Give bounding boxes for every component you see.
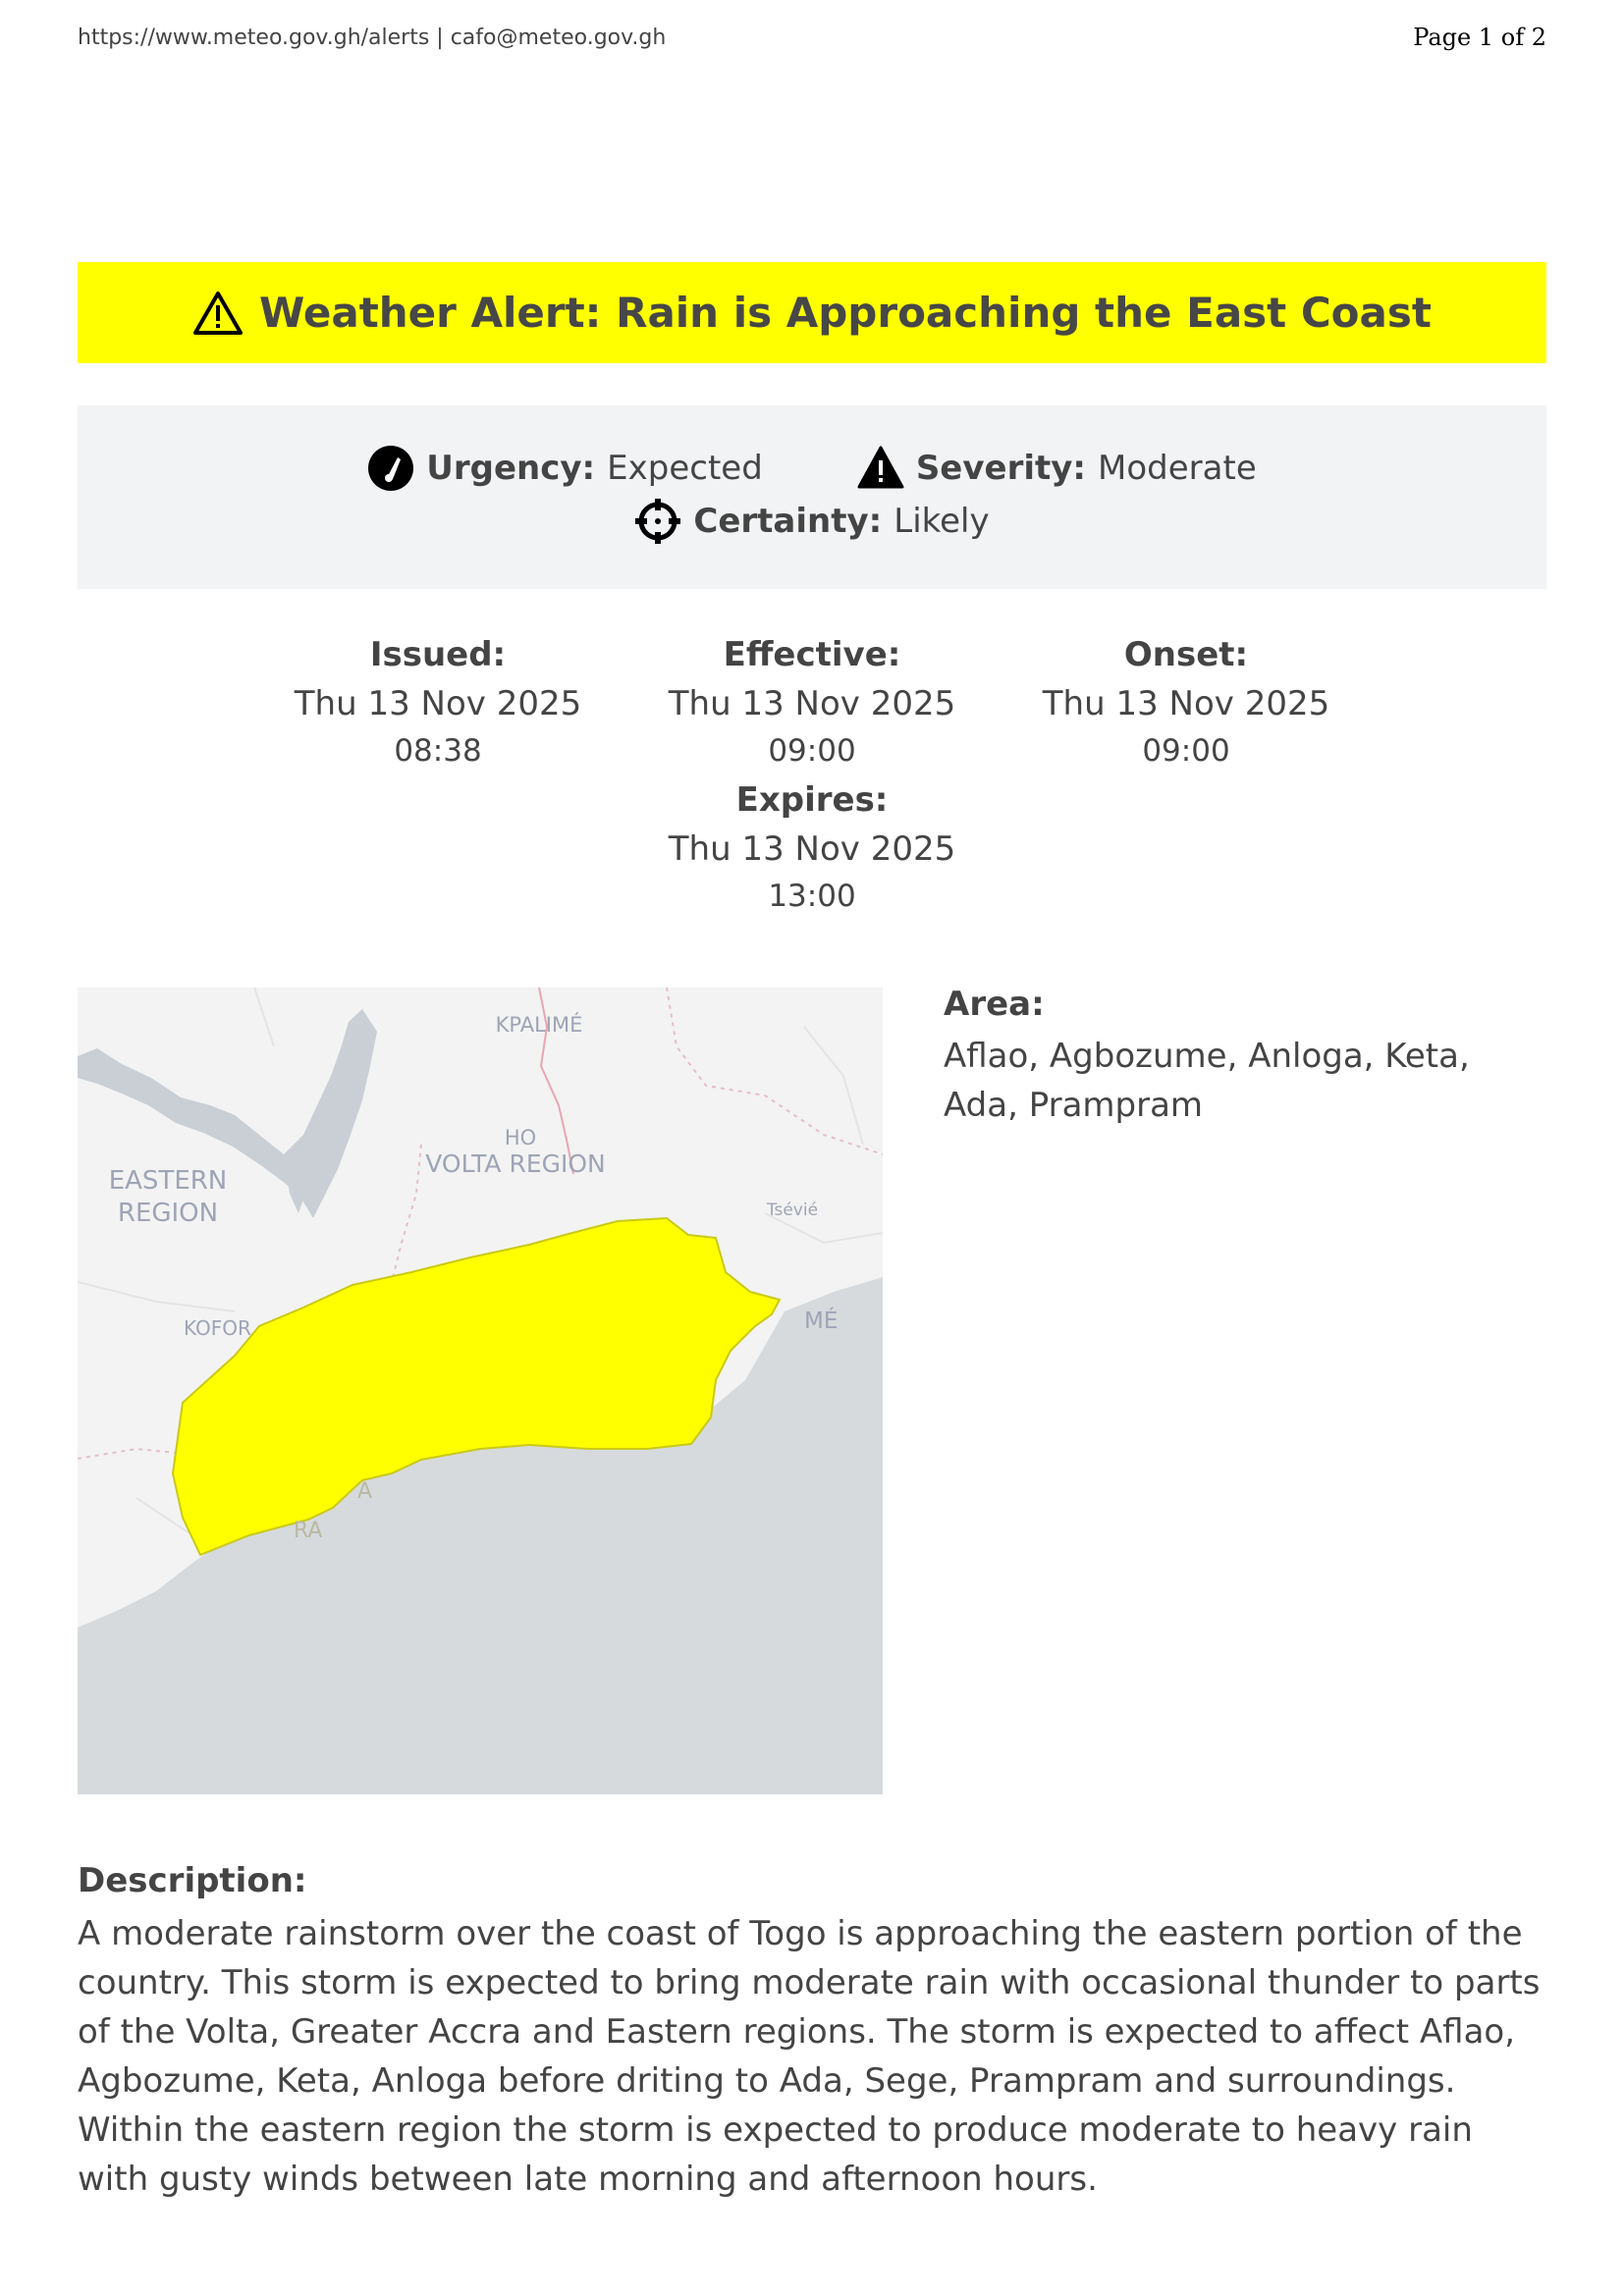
effective-block xyxy=(616,629,1008,774)
map-label-accra-ra: RA xyxy=(294,1519,323,1543)
map-label-accra-a: A xyxy=(357,1479,373,1504)
severity-field xyxy=(857,445,1257,492)
onset-date: Thu 13 Nov 2025 xyxy=(1042,684,1330,723)
onset-label: Onset: xyxy=(1123,635,1249,674)
onset-time: 09:00 xyxy=(1142,733,1230,769)
onset-block xyxy=(990,629,1382,774)
urgency-field xyxy=(367,445,763,492)
urgency-label: Urgency: xyxy=(426,449,596,488)
effective-date: Thu 13 Nov 2025 xyxy=(668,684,956,723)
expires-time: 13:00 xyxy=(768,879,856,914)
page-indicator: Page 1 of 2 xyxy=(1413,24,1546,51)
certainty-field xyxy=(634,498,989,545)
expires-block xyxy=(616,774,1008,920)
description-label: Description: xyxy=(78,1861,307,1900)
area-value: Aflao, Agbozume, Anloga, Keta, Ada, Prampram xyxy=(944,1037,1470,1125)
issued-date: Thu 13 Nov 2025 xyxy=(294,684,582,723)
alert-title: Weather Alert: Rain is Approaching the East Coast xyxy=(259,289,1432,337)
site-url-email: https://www.meteo.gov.gh/alerts | cafo@meteo.gov.gh xyxy=(78,26,667,50)
expires-label: Expires: xyxy=(735,780,889,820)
alert-title-banner xyxy=(78,262,1546,363)
alert-area-map xyxy=(78,988,883,1794)
expires-date: Thu 13 Nov 2025 xyxy=(668,829,956,869)
area-label: Area: xyxy=(944,985,1045,1024)
severity-value: Moderate xyxy=(1098,449,1257,488)
map-label-lome: MÉ xyxy=(804,1308,839,1334)
warning-triangle-icon xyxy=(192,291,244,336)
issued-time: 08:38 xyxy=(394,733,482,769)
map-label-ho: HO xyxy=(504,1126,537,1149)
certainty-value: Likely xyxy=(893,502,990,541)
crosshair-icon xyxy=(634,498,681,545)
urgency-gauge-icon xyxy=(367,445,414,492)
description-text: A moderate rainstorm over the coast of Togo is approaching the eastern portion of the country. This storm is expected to bring moderate rain with occasional thunder to parts of the Volta, Greater Accra and Eastern regions. The storm is expected to affect Aflao, Agbozume, Keta, Anloga before driting to Ada, Sege, Prampram and surroundings. Within the eastern region the storm is expected to produce moderate to heavy rain with gusty winds between late morning and afternoon hours. xyxy=(78,1914,1541,2199)
effective-time: 09:00 xyxy=(768,733,856,769)
map-label-tsevie: Tsévié xyxy=(766,1201,819,1220)
map-label-koforidua: KOFOR xyxy=(184,1316,251,1340)
certainty-label: Certainty: xyxy=(693,502,883,541)
map-label-volta-region: VOLTA REGION xyxy=(425,1149,606,1178)
map-label-kpalime: KPALIMÉ xyxy=(495,1013,583,1037)
map-label-eastern: EASTERN xyxy=(108,1166,228,1196)
severity-warning-icon xyxy=(857,445,904,492)
effective-label: Effective: xyxy=(723,635,901,674)
urgency-value: Expected xyxy=(607,449,763,488)
issued-block xyxy=(242,629,634,774)
issued-label: Issued: xyxy=(369,635,507,674)
severity-label: Severity: xyxy=(915,449,1087,488)
map-label-region: REGION xyxy=(117,1199,219,1228)
alert-attributes-panel xyxy=(78,405,1546,589)
